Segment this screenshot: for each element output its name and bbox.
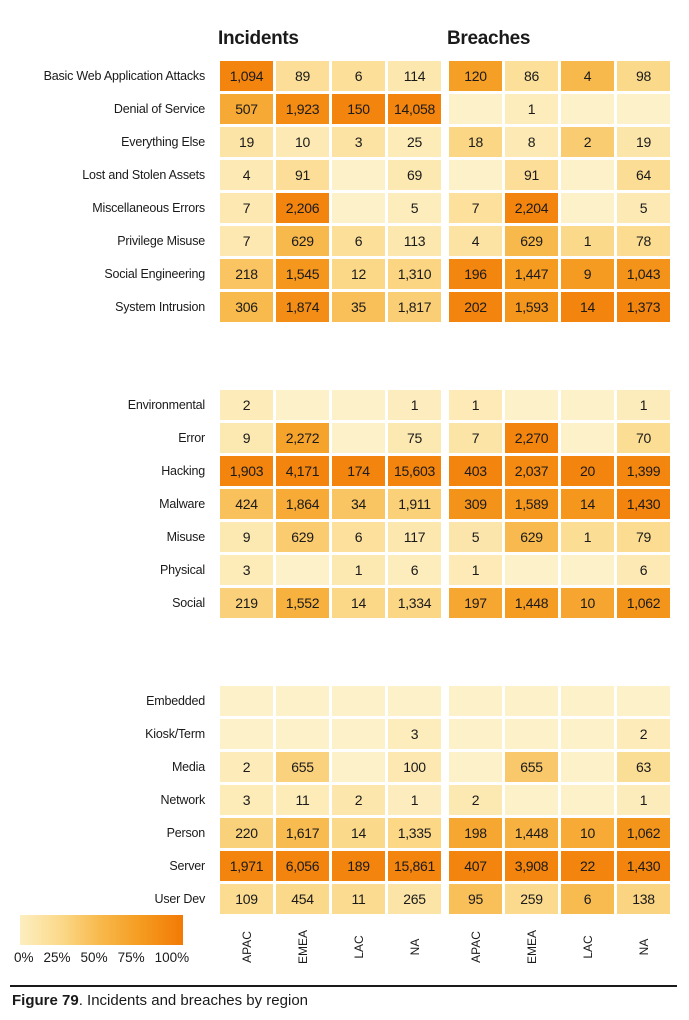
breach-cell-emea: 629	[505, 522, 558, 552]
breach-cell-na: 1,043	[617, 259, 670, 289]
row-label: Error	[178, 431, 205, 445]
incident-cell-na: 1,817	[388, 292, 441, 322]
region-label: APAC	[239, 931, 254, 963]
breach-cell-lac: 10	[561, 588, 614, 618]
incident-cell-na: 69	[388, 160, 441, 190]
incident-cell-lac: 35	[332, 292, 385, 322]
breach-cell-na: 78	[617, 226, 670, 256]
breach-cell-na: 5	[617, 193, 670, 223]
incident-cell-apac: 1,094	[220, 61, 273, 91]
incident-cell-na: 100	[388, 752, 441, 782]
breach-cell-lac	[561, 686, 614, 716]
incident-cell-apac: 220	[220, 818, 273, 848]
incident-cell-emea	[276, 555, 329, 585]
incident-cell-lac: 2	[332, 785, 385, 815]
breach-cell-apac	[449, 94, 502, 124]
breach-cell-emea: 2,270	[505, 423, 558, 453]
incident-cell-lac	[332, 719, 385, 749]
incident-cell-apac: 1,903	[220, 456, 273, 486]
incident-cell-emea: 629	[276, 226, 329, 256]
incident-cell-apac: 219	[220, 588, 273, 618]
breach-cell-emea: 2,204	[505, 193, 558, 223]
incident-cell-na: 1,334	[388, 588, 441, 618]
incident-cell-lac: 14	[332, 818, 385, 848]
breach-cell-emea: 1,448	[505, 818, 558, 848]
region-label: EMEA	[524, 929, 539, 965]
breach-cell-apac: 198	[449, 818, 502, 848]
incident-cell-na: 25	[388, 127, 441, 157]
region-label: LAC	[351, 935, 366, 959]
incident-cell-na: 3	[388, 719, 441, 749]
row-label: Miscellaneous Errors	[92, 201, 205, 215]
incident-cell-apac: 507	[220, 94, 273, 124]
incident-cell-na: 14,058	[388, 94, 441, 124]
caption-divider	[10, 985, 677, 987]
breach-cell-na: 98	[617, 61, 670, 91]
incident-cell-emea: 1,864	[276, 489, 329, 519]
incident-cell-lac: 6	[332, 61, 385, 91]
region-label: APAC	[468, 931, 483, 963]
incident-cell-emea: 629	[276, 522, 329, 552]
incident-cell-apac: 109	[220, 884, 273, 914]
breach-cell-emea	[505, 390, 558, 420]
breach-cell-lac	[561, 193, 614, 223]
incident-cell-lac: 189	[332, 851, 385, 881]
incident-cell-lac	[332, 390, 385, 420]
breach-cell-emea: 91	[505, 160, 558, 190]
incident-cell-apac: 218	[220, 259, 273, 289]
breach-cell-emea: 8	[505, 127, 558, 157]
region-label: NA	[636, 938, 651, 956]
breach-cell-apac: 197	[449, 588, 502, 618]
breach-cell-lac	[561, 785, 614, 815]
breaches-header: Breaches	[447, 28, 531, 49]
breach-cell-emea: 655	[505, 752, 558, 782]
breach-cell-lac: 14	[561, 489, 614, 519]
row-label: Denial of Service	[113, 102, 205, 116]
breach-cell-na: 79	[617, 522, 670, 552]
incident-cell-apac	[220, 686, 273, 716]
breach-cell-na: 1,430	[617, 489, 670, 519]
row-label: Social Engineering	[104, 267, 205, 281]
breach-cell-emea: 86	[505, 61, 558, 91]
incident-cell-apac: 424	[220, 489, 273, 519]
incident-cell-emea: 11	[276, 785, 329, 815]
incident-cell-emea: 454	[276, 884, 329, 914]
breach-cell-na: 19	[617, 127, 670, 157]
breach-cell-na: 1,399	[617, 456, 670, 486]
row-label: Basic Web Application Attacks	[43, 69, 205, 83]
breach-cell-na: 70	[617, 423, 670, 453]
incident-cell-na: 117	[388, 522, 441, 552]
incident-cell-na: 1,911	[388, 489, 441, 519]
incident-cell-apac: 2	[220, 752, 273, 782]
row-label: Physical	[160, 563, 205, 577]
incident-cell-emea: 2,272	[276, 423, 329, 453]
incident-cell-lac: 12	[332, 259, 385, 289]
incident-cell-lac: 14	[332, 588, 385, 618]
breach-cell-lac	[561, 555, 614, 585]
incident-cell-apac: 7	[220, 193, 273, 223]
breach-cell-apac: 4	[449, 226, 502, 256]
incident-cell-apac: 9	[220, 522, 273, 552]
breach-cell-na: 1	[617, 785, 670, 815]
breach-cell-apac: 196	[449, 259, 502, 289]
incident-cell-apac: 3	[220, 785, 273, 815]
incident-cell-na: 1,335	[388, 818, 441, 848]
incident-cell-apac: 4	[220, 160, 273, 190]
breach-cell-lac	[561, 94, 614, 124]
legend-ticks	[14, 950, 204, 965]
breach-cell-lac: 2	[561, 127, 614, 157]
incident-cell-apac: 3	[220, 555, 273, 585]
row-label: Network	[160, 793, 205, 807]
row-label: Embedded	[146, 694, 205, 708]
incident-cell-apac: 9	[220, 423, 273, 453]
figure-number: Figure 79	[12, 992, 79, 1009]
incident-cell-apac	[220, 719, 273, 749]
row-label: Kiosk/Term	[145, 727, 205, 741]
incident-cell-emea: 10	[276, 127, 329, 157]
breach-cell-emea: 2,037	[505, 456, 558, 486]
incident-cell-apac: 7	[220, 226, 273, 256]
incident-cell-lac	[332, 193, 385, 223]
incident-cell-emea	[276, 686, 329, 716]
breach-cell-na: 1,373	[617, 292, 670, 322]
incident-cell-emea: 91	[276, 160, 329, 190]
incident-cell-lac: 174	[332, 456, 385, 486]
breach-cell-na: 1,430	[617, 851, 670, 881]
breach-cell-emea: 1,589	[505, 489, 558, 519]
incident-cell-emea	[276, 719, 329, 749]
breach-cell-na	[617, 686, 670, 716]
incident-cell-lac: 3	[332, 127, 385, 157]
breach-cell-apac: 202	[449, 292, 502, 322]
breach-cell-na: 63	[617, 752, 670, 782]
breach-cell-na: 64	[617, 160, 670, 190]
incident-cell-na: 114	[388, 61, 441, 91]
breach-cell-lac: 1	[561, 522, 614, 552]
incident-cell-lac: 34	[332, 489, 385, 519]
incident-cell-lac	[332, 752, 385, 782]
incident-cell-na: 1	[388, 390, 441, 420]
breach-cell-lac	[561, 752, 614, 782]
incidents-header: Incidents	[218, 28, 299, 49]
figure-caption	[12, 992, 308, 1009]
incident-cell-emea: 655	[276, 752, 329, 782]
incident-cell-apac: 1,971	[220, 851, 273, 881]
incident-cell-lac: 150	[332, 94, 385, 124]
breach-cell-emea: 259	[505, 884, 558, 914]
breach-cell-lac	[561, 390, 614, 420]
breach-cell-emea: 1,593	[505, 292, 558, 322]
breach-cell-emea	[505, 686, 558, 716]
incident-cell-emea	[276, 390, 329, 420]
row-label: Person	[166, 826, 205, 840]
legend-tick: 50%	[80, 950, 108, 965]
row-label: Privilege Misuse	[117, 234, 205, 248]
incident-cell-emea: 2,206	[276, 193, 329, 223]
breach-cell-lac	[561, 719, 614, 749]
breach-cell-apac: 7	[449, 423, 502, 453]
breach-cell-emea: 1,447	[505, 259, 558, 289]
incident-cell-na: 1	[388, 785, 441, 815]
incident-cell-na: 113	[388, 226, 441, 256]
incident-cell-na: 265	[388, 884, 441, 914]
row-label: Media	[171, 760, 205, 774]
breach-cell-lac: 9	[561, 259, 614, 289]
row-label: User Dev	[154, 892, 205, 906]
incident-cell-emea: 4,171	[276, 456, 329, 486]
row-label: Everything Else	[121, 135, 205, 149]
breach-cell-emea	[505, 785, 558, 815]
figure-title: . Incidents and breaches by region	[78, 992, 309, 1009]
breach-cell-apac	[449, 160, 502, 190]
incident-cell-lac: 1	[332, 555, 385, 585]
row-label: Server	[169, 859, 205, 873]
incident-cell-na: 6	[388, 555, 441, 585]
incident-cell-emea: 1,874	[276, 292, 329, 322]
color-legend	[20, 915, 183, 945]
incident-cell-emea: 1,545	[276, 259, 329, 289]
breach-cell-emea	[505, 555, 558, 585]
incident-cell-na: 5	[388, 193, 441, 223]
breach-cell-na	[617, 94, 670, 124]
breach-cell-apac: 7	[449, 193, 502, 223]
incident-cell-lac: 6	[332, 522, 385, 552]
incident-cell-lac	[332, 423, 385, 453]
breach-cell-apac: 1	[449, 390, 502, 420]
breach-cell-apac: 403	[449, 456, 502, 486]
breach-cell-apac	[449, 686, 502, 716]
breach-cell-lac: 14	[561, 292, 614, 322]
breach-cell-emea: 1	[505, 94, 558, 124]
incident-cell-lac	[332, 160, 385, 190]
breach-cell-na: 1	[617, 390, 670, 420]
incident-cell-emea: 6,056	[276, 851, 329, 881]
legend-tick: 75%	[117, 950, 145, 965]
breach-cell-apac: 120	[449, 61, 502, 91]
row-label: Misuse	[166, 530, 205, 544]
region-label: EMEA	[295, 929, 310, 965]
breach-cell-na: 138	[617, 884, 670, 914]
breach-cell-apac: 2	[449, 785, 502, 815]
breach-cell-apac: 18	[449, 127, 502, 157]
incident-cell-emea: 1,552	[276, 588, 329, 618]
breach-cell-lac: 10	[561, 818, 614, 848]
breach-cell-apac: 5	[449, 522, 502, 552]
breach-cell-lac: 20	[561, 456, 614, 486]
breach-cell-na: 1,062	[617, 588, 670, 618]
region-label: NA	[407, 938, 422, 956]
incident-cell-apac: 19	[220, 127, 273, 157]
breach-cell-na: 2	[617, 719, 670, 749]
incident-cell-na: 15,861	[388, 851, 441, 881]
incident-cell-emea: 89	[276, 61, 329, 91]
breach-cell-lac: 22	[561, 851, 614, 881]
row-label: Hacking	[161, 464, 205, 478]
breach-cell-apac: 407	[449, 851, 502, 881]
breach-cell-apac	[449, 752, 502, 782]
breach-cell-apac: 95	[449, 884, 502, 914]
legend-tick: 0%	[14, 950, 34, 965]
incident-cell-na: 75	[388, 423, 441, 453]
breach-cell-emea	[505, 719, 558, 749]
incident-cell-apac: 306	[220, 292, 273, 322]
breach-cell-emea: 1,448	[505, 588, 558, 618]
legend-tick: 100%	[154, 950, 190, 965]
breach-cell-apac: 1	[449, 555, 502, 585]
incident-cell-lac	[332, 686, 385, 716]
breach-cell-emea: 3,908	[505, 851, 558, 881]
breach-cell-na: 1,062	[617, 818, 670, 848]
incident-cell-apac: 2	[220, 390, 273, 420]
incident-cell-na	[388, 686, 441, 716]
row-label: System Intrusion	[115, 300, 205, 314]
incident-cell-emea: 1,923	[276, 94, 329, 124]
row-label: Malware	[159, 497, 205, 511]
row-label: Social	[172, 596, 205, 610]
row-label: Lost and Stolen Assets	[82, 168, 205, 182]
breach-cell-apac	[449, 719, 502, 749]
incident-cell-na: 15,603	[388, 456, 441, 486]
incident-cell-lac: 11	[332, 884, 385, 914]
row-label: Environmental	[127, 398, 205, 412]
incident-cell-na: 1,310	[388, 259, 441, 289]
incident-cell-emea: 1,617	[276, 818, 329, 848]
breach-cell-emea: 629	[505, 226, 558, 256]
breach-cell-apac: 309	[449, 489, 502, 519]
breach-cell-lac: 1	[561, 226, 614, 256]
breach-cell-na: 6	[617, 555, 670, 585]
breach-cell-lac	[561, 423, 614, 453]
incident-cell-lac: 6	[332, 226, 385, 256]
breach-cell-lac: 4	[561, 61, 614, 91]
region-label: LAC	[580, 935, 595, 959]
breach-cell-lac: 6	[561, 884, 614, 914]
breach-cell-lac	[561, 160, 614, 190]
legend-tick: 25%	[43, 950, 71, 965]
